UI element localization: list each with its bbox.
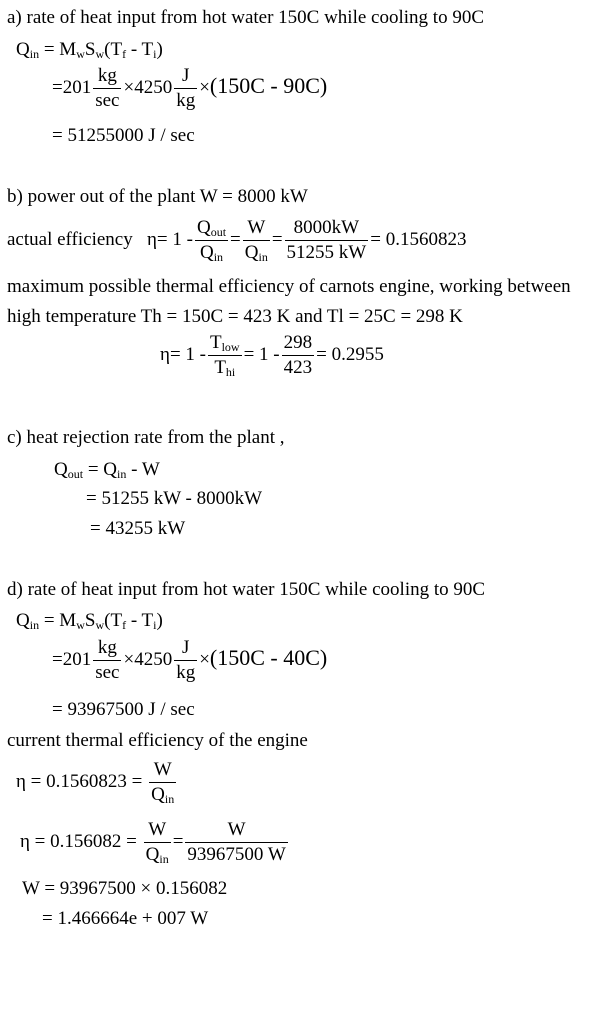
kg-per-sec-fraction bbox=[93, 66, 121, 111]
minus-w: - W bbox=[126, 459, 160, 480]
qin-denominator-d1 bbox=[149, 783, 176, 805]
eta-symbol-2: η bbox=[160, 343, 170, 365]
q-symbol-c: Q bbox=[54, 459, 68, 480]
423-denominator: 423 bbox=[283, 356, 313, 378]
tf-subscript-d: f bbox=[122, 618, 127, 632]
times-4250-d: ×4250 bbox=[123, 648, 173, 670]
kg-numerator: kg bbox=[93, 66, 121, 89]
carnot-line-1: maximum possible thermal efficiency of carnots engine, working between bbox=[7, 276, 571, 297]
part-b-heading: b) power out of the plant W = 8000 kW bbox=[7, 186, 308, 207]
q-in-subscript-2: in bbox=[258, 249, 268, 264]
298-over-423-fraction bbox=[282, 333, 315, 378]
eta-symbol: η bbox=[146, 228, 157, 250]
part-a-heading: a) rate of heat input from hot water 150C while cooling to 90C bbox=[7, 7, 484, 28]
thi-denominator bbox=[208, 356, 242, 378]
actual-efficiency-label: actual efficiency bbox=[7, 228, 133, 250]
s-subscript: w bbox=[95, 47, 105, 61]
s-symbol-d: S bbox=[84, 610, 96, 631]
part-c-formula bbox=[54, 460, 160, 479]
part-a-result: = 51255000 J / sec bbox=[52, 125, 195, 146]
qin-subscript-d1: in bbox=[164, 791, 175, 806]
s-symbol: S bbox=[84, 39, 96, 60]
paren-close-d: ) bbox=[156, 610, 163, 631]
part-d-formula bbox=[16, 611, 163, 630]
ti-subscript-d: i bbox=[153, 618, 157, 632]
w-numerator-d3: W bbox=[185, 820, 287, 843]
q-out-subscript: out bbox=[210, 225, 227, 239]
part-a-substitution bbox=[52, 66, 327, 111]
j-per-kg-fraction bbox=[174, 66, 197, 111]
temperature-range: (150C - 90C) bbox=[209, 72, 328, 98]
qout-over-qin-fraction bbox=[195, 218, 228, 263]
q-subscript: in bbox=[29, 47, 40, 61]
8000-over-51255-fraction bbox=[285, 218, 369, 263]
298-numerator: 298 bbox=[282, 333, 315, 356]
qin-denominator-2 bbox=[243, 241, 270, 263]
kg-denominator: kg bbox=[176, 89, 196, 111]
q-symbol: Q bbox=[16, 39, 30, 60]
q-in-symbol: Q bbox=[199, 241, 214, 263]
t-low-subscript: low bbox=[221, 340, 240, 354]
actual-efficiency-result: = 0.1560823 bbox=[370, 228, 467, 250]
prefix-201: =201 bbox=[52, 76, 92, 98]
minus-t-d: - T bbox=[126, 610, 154, 631]
j-numerator: J bbox=[174, 66, 197, 89]
m-subscript-d: w bbox=[76, 618, 85, 632]
equals-sign-2: = bbox=[271, 228, 283, 250]
qin-symbol-d2: Q bbox=[145, 843, 160, 865]
m-subscript: w bbox=[76, 47, 85, 61]
eta-value-1: η = 0.1560823 = bbox=[16, 770, 143, 792]
51255kw-denominator: 51255 kW bbox=[286, 241, 367, 263]
w-over-93967500-fraction bbox=[185, 820, 287, 865]
q-out-symbol: Q bbox=[196, 217, 211, 238]
paren-open-d: (T bbox=[104, 610, 123, 631]
carnot-result: = 0.2955 bbox=[316, 343, 384, 365]
j-numerator-d: J bbox=[174, 638, 197, 661]
minus-t: - T bbox=[126, 39, 154, 60]
8000kw-numerator: 8000kW bbox=[285, 218, 369, 241]
q-in-symbol-2: Q bbox=[244, 241, 259, 263]
equals-sign: = bbox=[230, 228, 241, 250]
qout-numerator bbox=[195, 218, 228, 241]
m-symbol-d: M bbox=[59, 610, 77, 631]
carnot-line-2: high temperature Th = 150C = 423 K and Tl = 25C = 298 K bbox=[7, 306, 463, 327]
paren-close: ) bbox=[156, 39, 163, 60]
93967500w-denominator: 93967500 W bbox=[187, 843, 286, 865]
tf-subscript: f bbox=[122, 47, 127, 61]
kg-denominator-d: kg bbox=[176, 661, 196, 683]
equals-sign-d: = bbox=[43, 610, 55, 631]
w-result: = 1.466664e + 007 W bbox=[42, 908, 209, 929]
m-symbol: M bbox=[59, 39, 77, 60]
q-symbol-d: Q bbox=[16, 610, 30, 631]
ti-subscript: i bbox=[153, 47, 157, 61]
part-c-heading: c) heat rejection rate from the plant , bbox=[7, 427, 285, 448]
t-hi-symbol: T bbox=[214, 356, 226, 378]
w-numerator-d1: W bbox=[149, 760, 176, 783]
q-subscript-d: in bbox=[29, 618, 40, 632]
current-efficiency-label: current thermal efficiency of the engine bbox=[7, 730, 308, 751]
eq-one-minus: = 1 - bbox=[156, 228, 193, 250]
w-calculation: W = 93967500 × 0.156082 bbox=[22, 878, 228, 899]
w-over-qin-fraction bbox=[243, 218, 270, 263]
qin-denominator-d2 bbox=[144, 843, 171, 865]
paren-open: (T bbox=[104, 39, 123, 60]
kg-numerator-d: kg bbox=[93, 638, 121, 661]
times-4250: ×4250 bbox=[123, 76, 173, 98]
q-out-subscript-c: out bbox=[67, 467, 84, 481]
w-numerator-d2: W bbox=[144, 820, 171, 843]
part-a-formula bbox=[16, 40, 163, 59]
t-hi-subscript: hi bbox=[225, 364, 236, 379]
sec-denominator-d: sec bbox=[95, 661, 120, 683]
equals-sign: = bbox=[43, 39, 55, 60]
w-over-qin-fraction-d2 bbox=[144, 820, 171, 865]
t-low-symbol: T bbox=[209, 332, 222, 353]
times-sign: × bbox=[199, 76, 210, 98]
equals-sign-mid: = bbox=[172, 830, 184, 852]
tlow-over-thi-fraction bbox=[208, 333, 242, 378]
eta-equation-2 bbox=[20, 820, 290, 865]
part-d-result: = 93967500 J / sec bbox=[52, 699, 195, 720]
kg-per-sec-fraction-d bbox=[93, 638, 121, 683]
w-numerator: W bbox=[243, 218, 270, 241]
eq-qin: = Q bbox=[87, 459, 118, 480]
sec-denominator: sec bbox=[95, 89, 120, 111]
part-d-substitution bbox=[52, 638, 327, 683]
w-over-qin-fraction-d1 bbox=[149, 760, 176, 805]
qin-subscript-d2: in bbox=[159, 851, 169, 866]
temperature-range-d: (150C - 40C) bbox=[209, 644, 328, 670]
times-sign-d: × bbox=[199, 648, 210, 670]
eq-one-minus-2: = 1 - bbox=[169, 343, 206, 365]
part-c-line-2: = 51255 kW - 8000kW bbox=[86, 488, 263, 509]
actual-efficiency-line bbox=[7, 218, 466, 263]
qin-denominator bbox=[195, 241, 228, 263]
q-in-subscript: in bbox=[213, 249, 224, 264]
qin-subscript-c: in bbox=[117, 467, 127, 481]
s-subscript-d: w bbox=[95, 618, 105, 632]
eta-equation-1 bbox=[16, 760, 178, 805]
eta-value-2: η = 0.156082 = bbox=[20, 830, 137, 852]
tlow-numerator bbox=[208, 333, 242, 356]
qin-symbol-d1: Q bbox=[151, 783, 165, 805]
part-d-heading: d) rate of heat input from hot water 150C while cooling to 90C bbox=[7, 579, 486, 600]
j-per-kg-fraction-d bbox=[174, 638, 197, 683]
part-c-line-3: = 43255 kW bbox=[90, 518, 186, 539]
prefix-201-d: =201 bbox=[52, 648, 92, 670]
carnot-efficiency-line bbox=[160, 333, 384, 378]
eq-one-minus-3: = 1 - bbox=[243, 343, 280, 365]
